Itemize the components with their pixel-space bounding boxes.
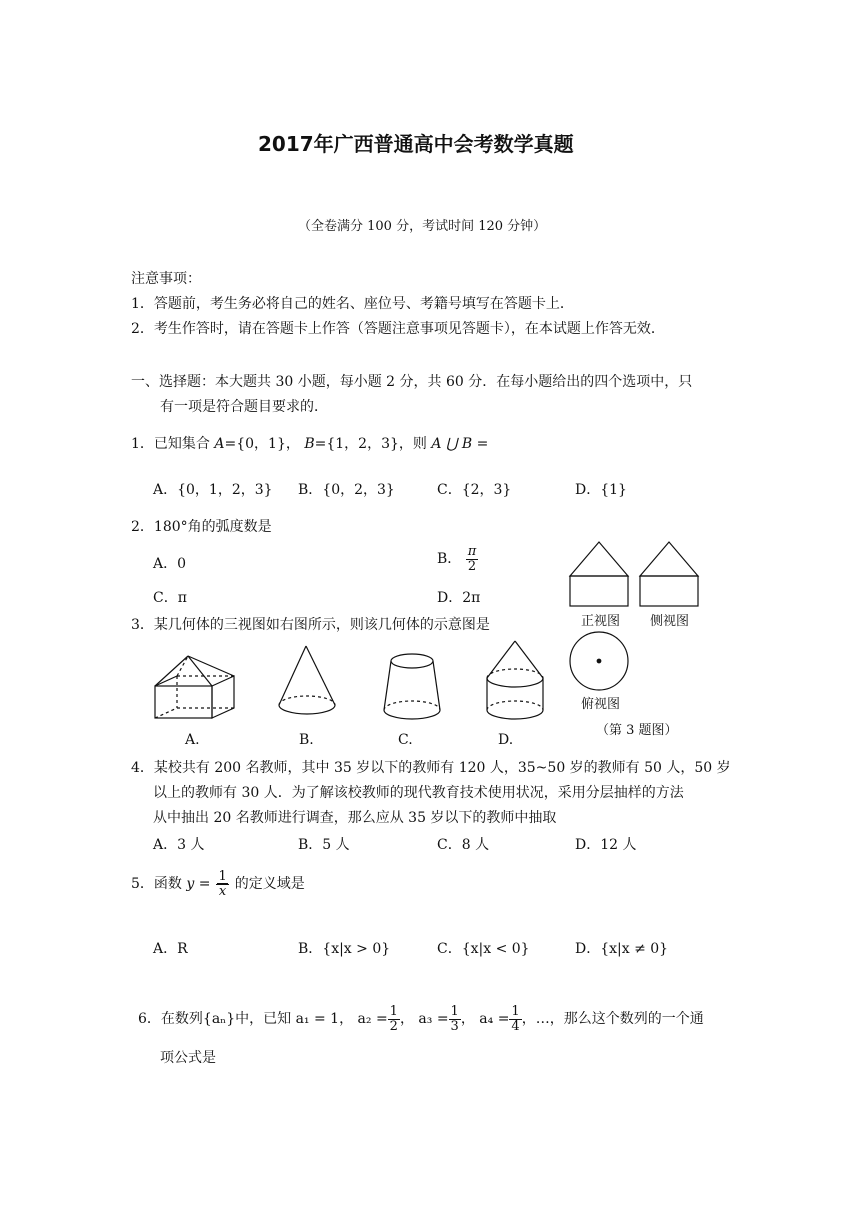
q5-option-b: B．{x|x > 0} [298, 941, 391, 957]
front-view-body [570, 576, 628, 606]
option-d-figure [487, 641, 543, 719]
q2-option-a: A．0 [153, 556, 187, 572]
front-view-roof [570, 542, 628, 576]
notice-item-1: 1．答题前，考生务必将自己的姓名、座位号、考籍号填写在答题卡上． [131, 296, 574, 312]
notice-heading: 注意事项： [131, 271, 201, 287]
figure-caption: （第 3 题图） [596, 723, 678, 738]
q5-option-c: C．{x|x < 0} [437, 941, 530, 957]
subtitle: （全卷满分 100 分，考试时间 120 分钟） [298, 219, 547, 234]
question-1-stem: 1．已知集合 A={0，1}， B={1，2，3}，则 A ⋃ B = [131, 436, 489, 452]
q2-option-c: C．π [153, 590, 187, 606]
fraction: $\frac{1}{4}$ [511, 1004, 520, 1034]
question-3-stem: 3．某几何体的三视图如右图所示，则该几何体的示意图是 [131, 617, 490, 633]
fraction: $\frac{\pi}{2}$ [467, 544, 477, 574]
option-c-figure [384, 654, 440, 719]
q1-option-a: A．{0，1，2，3} [153, 482, 273, 498]
q2-option-b: B． $\frac{\pi}{2}$ [437, 544, 477, 574]
q3-option-d: D. [498, 732, 514, 748]
q3-option-b: B. [299, 732, 314, 748]
q1-option-d: D．{1} [575, 482, 627, 498]
front-view-label: 正视图 [581, 614, 621, 629]
q3-option-c: C. [398, 732, 413, 748]
q4-option-c: C．8 人 [437, 837, 490, 853]
notice-item-2: 2．考生作答时，请在答题卡上作答（答题注意事项见答题卡），在本试题上作答无效． [131, 321, 665, 337]
q4-option-b: B．5 人 [298, 837, 350, 853]
question-5-stem: 5．函数 y = $\frac{1}{x}$ 的定义域是 [131, 869, 305, 899]
side-view-label: 侧视图 [650, 614, 690, 629]
top-view-label: 俯视图 [581, 697, 621, 712]
fraction: $\frac{1}{x}$ [218, 869, 227, 899]
question-6-line-2: 项公式是 [160, 1050, 216, 1066]
q4-option-a: A．3 人 [153, 837, 205, 853]
top-view-center [597, 659, 601, 663]
q4-option-d: D．12 人 [575, 837, 637, 853]
question-2-stem: 2．180°角的弧度数是 [131, 519, 272, 535]
q5-option-d: D．{x|x ≠ 0} [575, 941, 669, 957]
fraction: $\frac{1}{3}$ [450, 1004, 459, 1034]
question-4-line-2: 以上的教师有 30 人．为了解该校教师的现代教育技术使用状况，采用分层抽样的方法 [153, 785, 684, 801]
side-view-body [640, 576, 698, 606]
page-title: 2017年广西普通高中会考数学真题 [258, 132, 574, 156]
question-6-stem: 6．在数列{aₙ}中，已知 a₁ = 1， a₂ = $\frac{1}{2}$ ， a₃ = $\frac{1}{3}$ ， a₄ = $\frac{1}{4}$ ，…，那么这个数列的一个通 [138, 1004, 704, 1034]
q5-option-a: A．R [153, 941, 188, 957]
side-view-roof [640, 542, 698, 576]
question-4-line-1: 4．某校共有 200 名教师，其中 35 岁以下的教师有 120 人，35~50 岁的教师有 50 人，50 岁 [131, 760, 731, 776]
q1-option-c: C．{2，3} [437, 482, 512, 498]
option-a-figure [155, 656, 234, 718]
section-one-heading-cont: 有一项是符合题目要求的． [160, 399, 328, 415]
fraction: $\frac{1}{2}$ [389, 1004, 398, 1034]
option-b-figure [279, 646, 335, 714]
q2-option-d: D．2π [437, 590, 481, 606]
q3-option-a: A. [185, 732, 200, 748]
q1-option-b: B．{0，2，3} [298, 482, 395, 498]
question-4-line-3: 从中抽出 20 名教师进行调查，那么应从 35 岁以下的教师中抽取 [153, 810, 557, 826]
section-one-heading: 一、选择题：本大题共 30 小题，每小题 2 分，共 60 分．在每小题给出的四个选项中，只 [131, 374, 693, 390]
